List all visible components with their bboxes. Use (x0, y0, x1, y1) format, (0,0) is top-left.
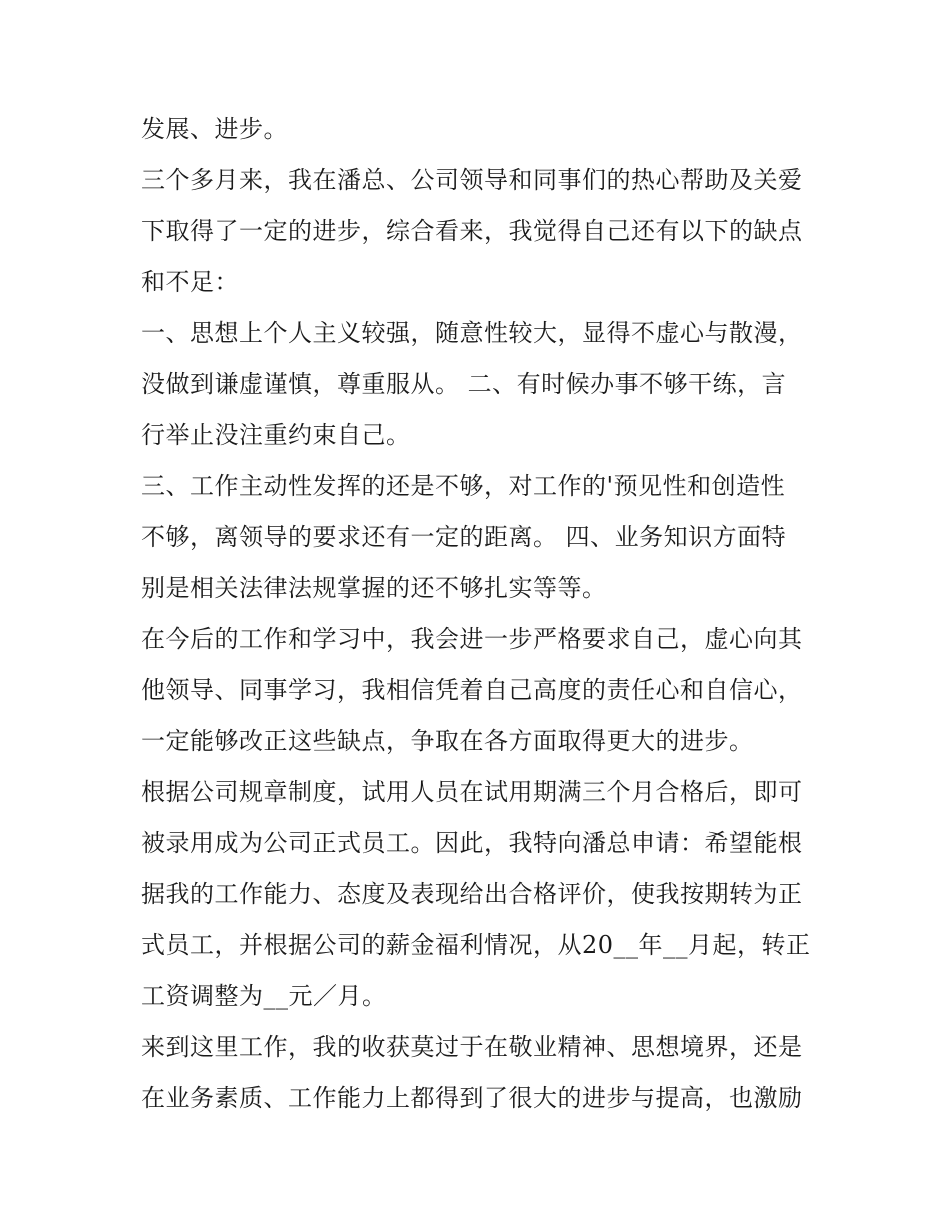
document-body (141, 104, 821, 1124)
text-line: 没做到谦虚谨慎，尊重服从。 二、有时候办事不够干练，言 (141, 370, 787, 398)
text-line: 行举止没注重约束自己。 (141, 421, 411, 449)
text-line: 三、工作主动性发挥的还是不够，对工作的'预见性和创造性 (141, 472, 786, 500)
text-line: 不够，离领导的要求还有一定的距离。 四、业务知识方面特 (141, 523, 787, 551)
text-line: 在今后的工作和学习中，我会进一步严格要求自己，虚心向其 (141, 625, 803, 653)
text-line: 别是相关法律法规掌握的还不够扎实等等。 (141, 574, 607, 602)
text-line: 和不足： (141, 268, 239, 296)
text-line: 在业务素质、工作能力上都得到了很大的进步与提高，也激励 (141, 1084, 803, 1112)
text-line: 据我的工作能力、态度及表现给出合格评价，使我按期转为正 (141, 880, 803, 908)
text-line: 式员工，并根据公司的薪金福利情况，从20__年__月起，转正 (141, 931, 811, 959)
text-line: 一、思想上个人主义较强，随意性较大，显得不虚心与散漫， (141, 319, 803, 347)
text-line: 下取得了一定的进步，综合看来，我觉得自己还有以下的缺点 (141, 217, 803, 245)
text-line: 根据公司规章制度，试用人员在试用期满三个月合格后，即可 (141, 778, 803, 806)
text-line: 工资调整为__元／月。 (141, 982, 387, 1010)
text-line: 发展、进步。 (141, 115, 288, 143)
text-line: 被录用成为公司正式员工。因此，我特向潘总申请：希望能根 (141, 829, 803, 857)
text-line: 一定能够改正这些缺点，争取在各方面取得更大的进步。 (141, 727, 754, 755)
text-line: 来到这里工作，我的收获莫过于在敬业精神、思想境界，还是 (141, 1033, 803, 1061)
text-line: 他领导、同事学习，我相信凭着自己高度的责任心和自信心， (141, 676, 803, 704)
text-line: 三个多月来，我在潘总、公司领导和同事们的热心帮助及关爱 (141, 166, 803, 194)
